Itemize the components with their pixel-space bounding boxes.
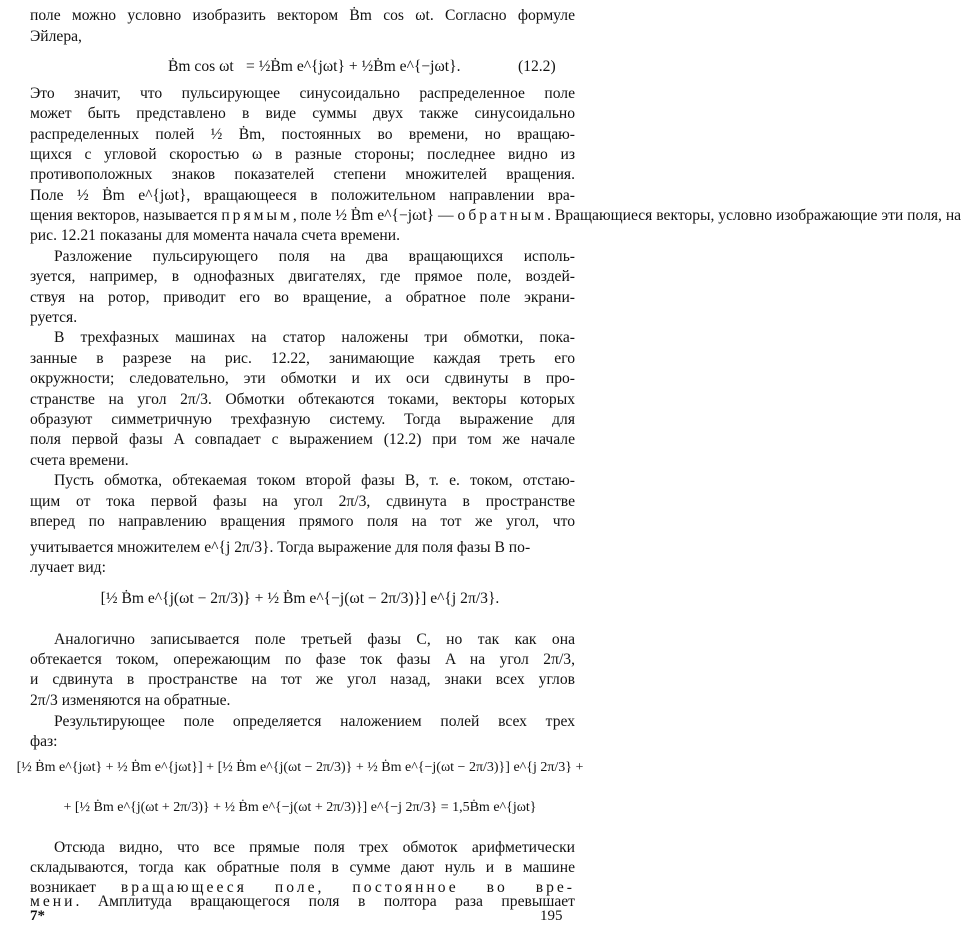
text-line: окружности; следовательно, эти обмотки и их оси сдвинуты в про-	[30, 370, 575, 387]
text-line: рис. 12.21 показаны для момента начала счета времени.	[30, 227, 400, 244]
text-line: фаз:	[30, 733, 58, 750]
text-line: Эйлера,	[30, 28, 82, 45]
text-line: занные в разрезе на рис. 12.22, занимающие каждая треть его	[30, 350, 575, 367]
text-line-mixed	[30, 538, 575, 558]
equation-resultant-line1	[0, 760, 600, 776]
term-inverse: обратным	[457, 207, 548, 224]
text-line: обтекается током, опережающим по фазе ток фазы A на угол 2π/3,	[30, 651, 575, 668]
text-line: складываются, тогда как обратные поля в сумме дают нуль и в машине	[30, 859, 575, 876]
text-line: Разложение пульсирующего поля на два вращающихся исполь-	[54, 248, 575, 265]
text-line: В трехфазных машинах на статор наложены три обмотки, пока-	[54, 329, 575, 346]
text-line: распределенных полей ½ Ḃm, постоянных во времени, но вращаю-	[30, 126, 575, 143]
text-line: противоположных знаков показателей степени множителей вращения.	[30, 166, 575, 183]
text-line: руется.	[30, 309, 78, 326]
text-span: . Амплитуда вращающегося поля в полтора раза превышает	[75, 893, 575, 910]
text-line: Это значит, что пульсирующее синусоидально распределенное поле	[30, 85, 575, 102]
text-line: Отсюда видно, что все прямые поля трех обмоток арифметически	[54, 839, 575, 856]
text-line: счета времени.	[30, 452, 129, 469]
signature-mark: 7*	[30, 908, 45, 924]
text-span: возникает	[30, 879, 96, 896]
text-line: ствуя на ротор, приводит его во вращение, а обратное поле экрани-	[30, 289, 575, 306]
text-line: щим от тока первой фазы на угол 2π/3, сдвинута в пространстве	[30, 493, 575, 510]
text-line: и сдвинута в пространстве на тот же угол назад, знаки всех углов	[30, 671, 575, 688]
text-line: образуют симметричную трехфазную систему. Тогда выражение для	[30, 411, 575, 428]
text-line-mixed	[30, 206, 961, 226]
text-line-mixed	[30, 892, 575, 912]
eq3-line1: [½ Ḃm e^{jωt} + ½ Ḃm e^{jωt}] + [½ Ḃm e^{j(ωt − 2π/3)} + ½ Ḃm e^{−j(ωt − 2π/3)}] e^{j 2π/3} +	[16, 760, 584, 775]
text-line: Поле ½ Ḃm e^{jωt}, вращающееся в положительном направлении вра-	[30, 187, 575, 204]
term-rotating-field: вращающееся поле, постоянное во вре-	[120, 879, 575, 896]
text-span: . Тогда выражение для поля фазы B по-	[269, 539, 531, 556]
equation-resultant-line2	[0, 800, 600, 816]
text-line: Аналогично записывается поле третьей фазы C, но так как она	[54, 631, 575, 648]
text-line: щихся с угловой скоростью ω в разные стороны; последнее видно из	[30, 146, 575, 163]
text-line: Результирующее поле определяется наложением полей всех трех	[54, 713, 575, 730]
eq1-rhs: = ½Ḃm e^{jωt} + ½Ḃm e^{−jωt}.	[246, 58, 461, 75]
eq2-text: [½ Ḃm e^{j(ωt − 2π/3)} + ½ Ḃm e^{−j(ωt − 2π/3)}] e^{j 2π/3}.	[100, 590, 500, 607]
multiplier-expression: e^{j 2π/3}	[204, 539, 270, 556]
eq3-line2: + [½ Ḃm e^{j(ωt + 2π/3)} + ½ Ḃm e^{−j(ωt + 2π/3)}] e^{−j 2π/3} = 1,5Ḃm e^{jωt}	[63, 800, 537, 815]
text-line: 2π/3 изменяются на обратные.	[30, 692, 231, 709]
text-line: лучает вид:	[30, 559, 106, 576]
text-line: странстве на угол 2π/3. Обмотки обтекаются токами, векторы которых	[30, 391, 575, 408]
text-span: . Вращающиеся векторы, условно изображающие эти поля, на	[547, 207, 961, 224]
term-rotating-field-end: мени	[30, 893, 76, 910]
term-direct: прямым	[221, 207, 293, 224]
text-line: поле можно условно изобразить вектором Ḃm cos ωt. Согласно формуле	[30, 7, 575, 24]
text-line: вперед по направлению вращения прямого поля на тот же угол, что	[30, 513, 575, 530]
text-line: Пусть обмотка, обтекаемая током второй фазы B, т. е. током, отстаю-	[54, 472, 575, 489]
equation-number: (12.2)	[518, 58, 556, 75]
text-line: зуется, например, в однофазных двигателях, где прямое поле, воздей-	[30, 268, 575, 285]
equation-phase-b	[0, 590, 600, 608]
page-number: 195	[540, 908, 563, 924]
text-line: может быть представлено в виде суммы двух также синусоидально	[30, 105, 575, 122]
text-line: поля первой фазы A совпадает с выражением (12.2) при том же начале	[30, 431, 575, 448]
text-span: учитывается множителем	[30, 539, 201, 556]
text-span: , поле ½ Ḃm e^{−jωt} —	[292, 207, 454, 224]
text-span: щения векторов, называется	[30, 207, 218, 224]
eq1-lhs: Ḃm cos ωt	[168, 58, 234, 75]
